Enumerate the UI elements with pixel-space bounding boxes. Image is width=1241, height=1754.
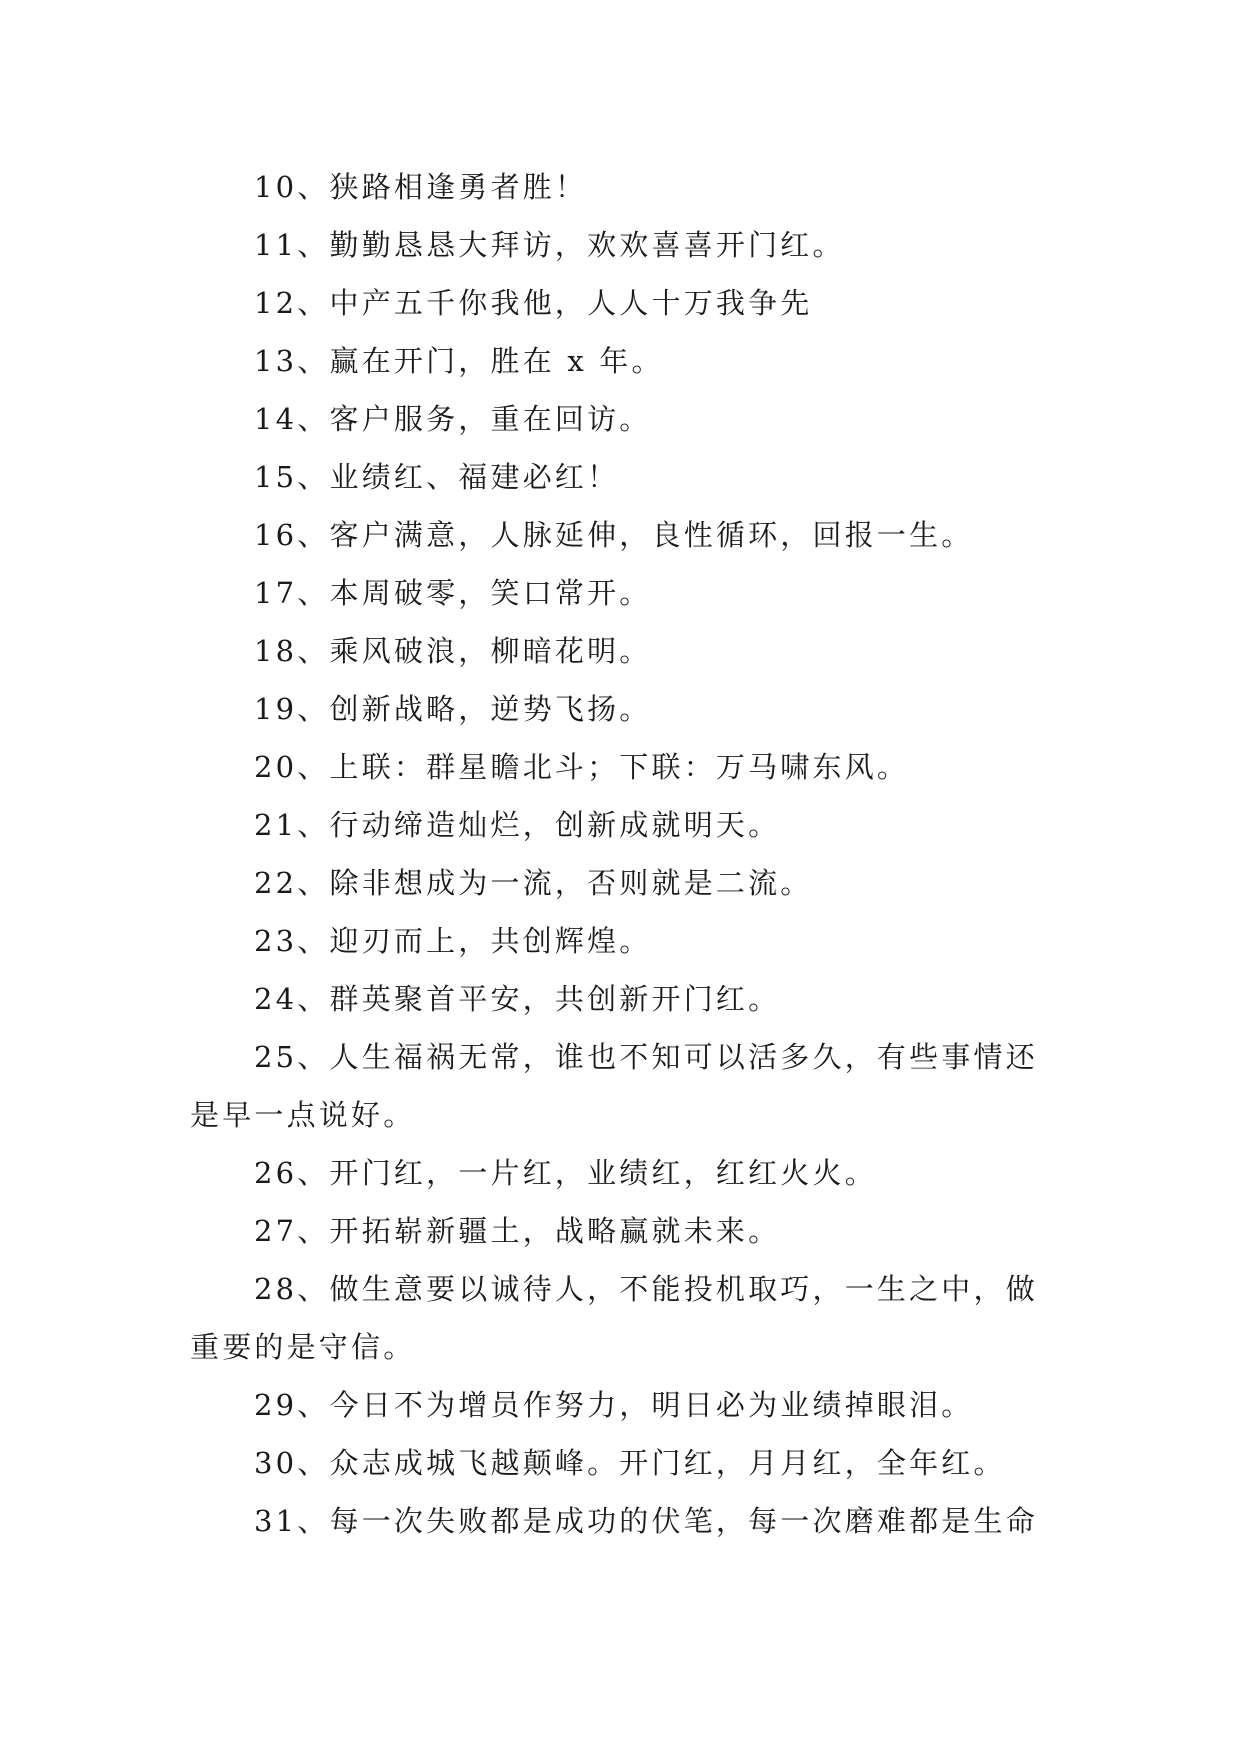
paragraph-16: 16、客户满意，人脉延伸，良性循环，回报一生。: [254, 518, 974, 552]
paragraph-25: 25、人生福祸无常，谁也不知可以活多久，有些事情还是早一点说好。: [190, 1040, 1038, 1132]
paragraph-23: 23、迎刃而上，共创辉煌。: [254, 924, 652, 958]
paragraph-18: 18、乘风破浪，柳暗花明。: [254, 634, 652, 668]
paragraph-13: 13、赢在开门，胜在 x 年。: [254, 344, 664, 378]
paragraph-19: 19、创新战略，逆势飞扬。: [254, 692, 652, 726]
paragraph-20: 20、上联：群星瞻北斗；下联：万马啸东风。: [254, 750, 910, 784]
paragraph-22: 22、除非想成为一流，否则就是二流。: [254, 866, 813, 900]
paragraph-26: 26、开门红，一片红，业绩红，红红火火。: [254, 1156, 877, 1190]
paragraph-12: 12、中产五千你我他，人人十万我争先: [254, 286, 813, 320]
paragraph-29: 29、今日不为增员作努力，明日必为业绩掉眼泪。: [254, 1388, 974, 1422]
paragraph-31: 31、每一次失败都是成功的伏笔，每一次磨难都是生命: [254, 1504, 1038, 1538]
paragraph-24: 24、群英聚首平安，共创新开门红。: [254, 982, 781, 1016]
paragraph-30: 30、众志成城飞越颠峰。开门红，月月红，全年红。: [254, 1446, 1006, 1480]
paragraph-27: 27、开拓崭新疆土，战略赢就未来。: [254, 1214, 781, 1248]
paragraph-15: 15、业绩红、福建必红！: [254, 460, 620, 494]
document-body: [190, 158, 1050, 1550]
paragraph-11: 11、勤勤恳恳大拜访，欢欢喜喜开门红。: [254, 228, 845, 262]
paragraph-14: 14、客户服务，重在回访。: [254, 402, 652, 436]
paragraph-21: 21、行动缔造灿烂，创新成就明天。: [254, 808, 781, 842]
paragraph-10: 10、狭路相逢勇者胜！: [254, 170, 588, 204]
paragraph-17: 17、本周破零，笑口常开。: [254, 576, 652, 610]
paragraph-28: 28、做生意要以诚待人，不能投机取巧，一生之中，做重要的是守信。: [190, 1272, 1038, 1364]
